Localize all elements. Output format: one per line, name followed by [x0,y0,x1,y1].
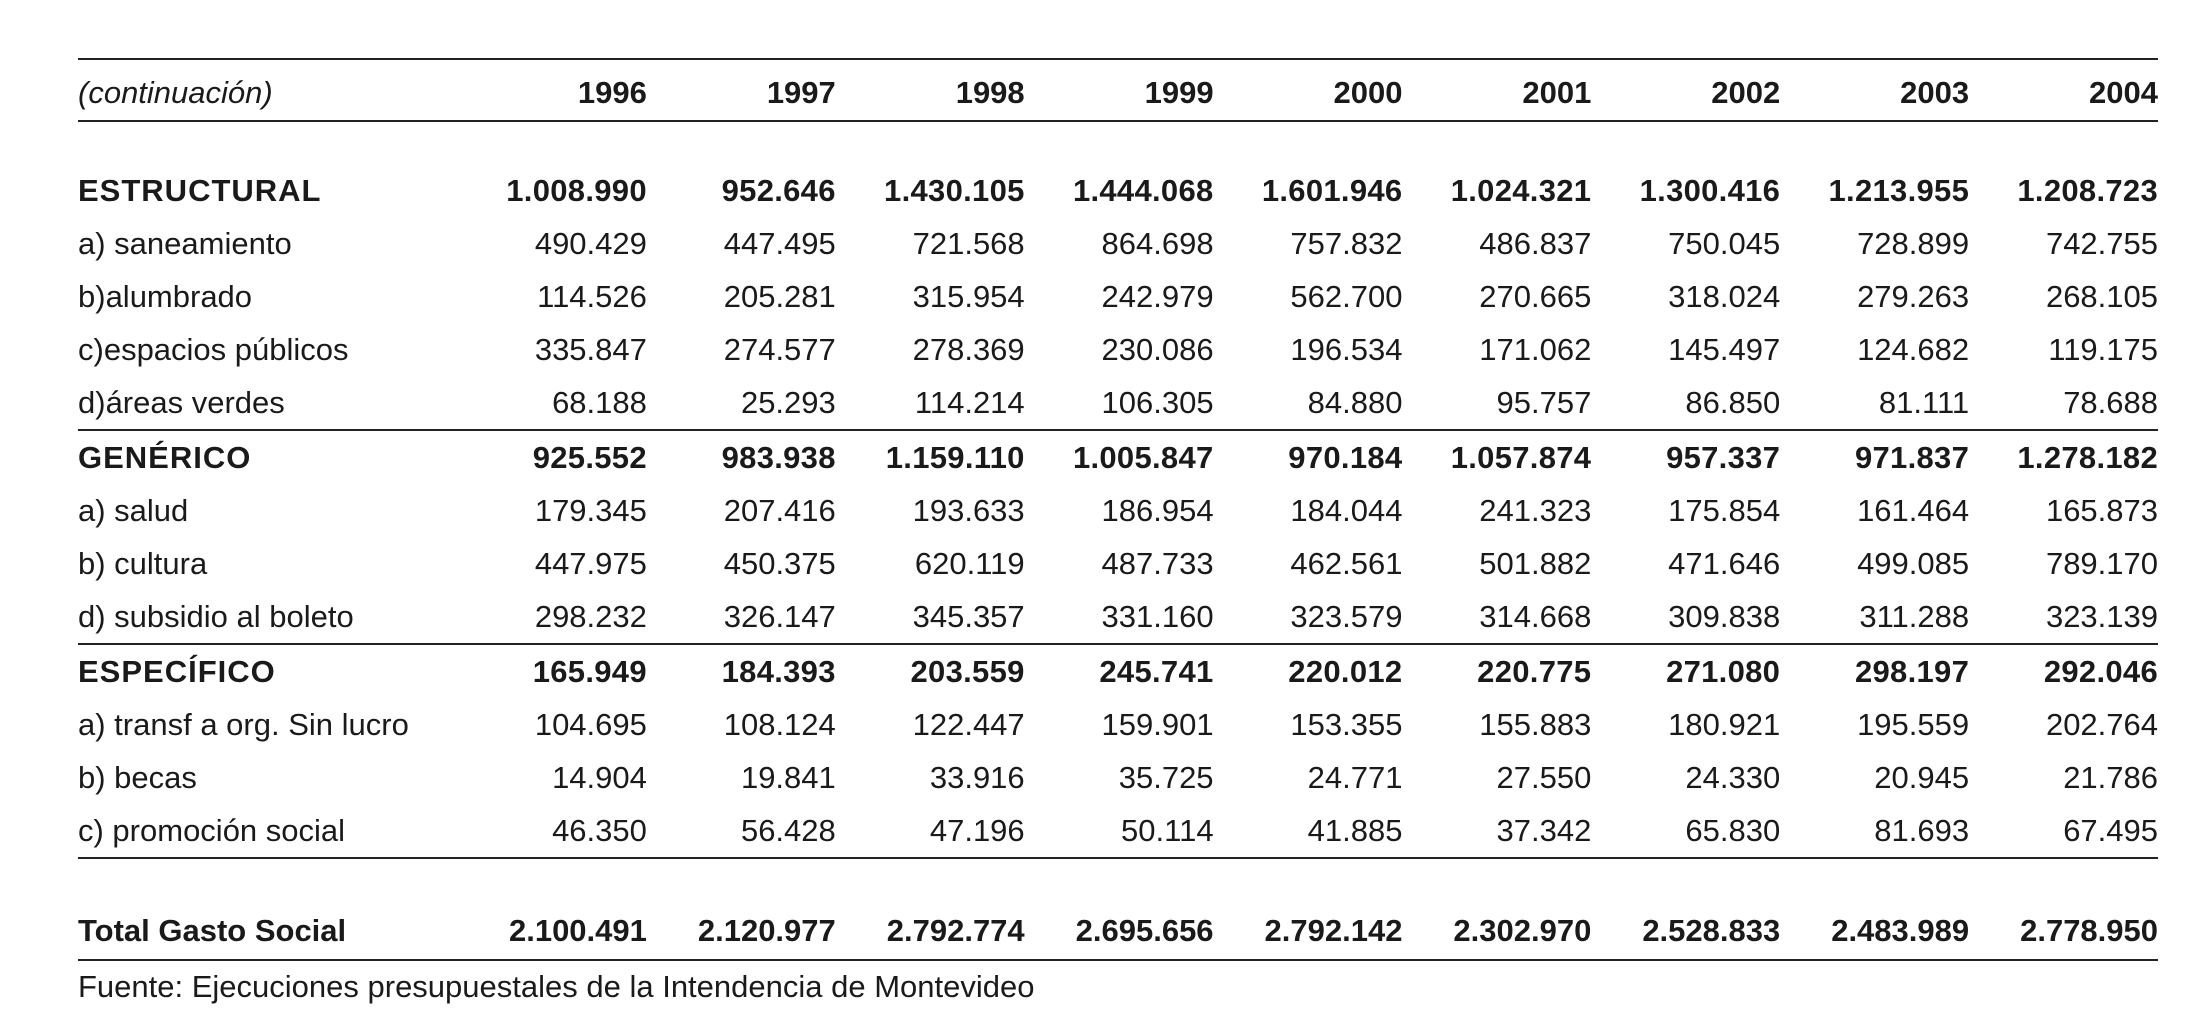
row-value: 486.837 [1479,226,1592,261]
table-row [78,217,2158,270]
row-value: 207.416 [723,493,836,528]
row-value: 196.534 [1290,332,1403,367]
row-value: 318.024 [1668,279,1781,314]
row-value: 155.883 [1479,707,1592,742]
source-note: Fuente: Ejecuciones presupuestales de la Intendencia de Montevideo [78,969,1035,1004]
row-value: 315.954 [912,279,1025,314]
table-row [78,484,2158,537]
header-continuation-label: (continuación) [78,59,458,121]
header-year: 2002 [1591,59,1780,121]
table-row [78,537,2158,590]
row-label: d) subsidio al boleto [78,590,458,644]
row-value: 268.105 [2045,279,2159,314]
row-value: 46.350 [458,804,647,858]
row-value: 562.700 [1290,279,1403,314]
total-value: 2.120.977 [647,901,836,960]
row-value: 159.901 [1101,707,1214,742]
row-value: 957.337 [1666,440,1781,475]
row-value: 245.741 [1099,654,1214,689]
row-value: 1.278.182 [2017,440,2159,475]
row-value: 970.184 [1288,440,1403,475]
row-value: 171.062 [1479,332,1592,367]
row-value: 1.213.955 [1828,173,1970,208]
row-value: 203.559 [910,654,1025,689]
row-value: 37.342 [1402,804,1591,858]
table-row [78,323,2158,376]
row-value: 56.428 [647,804,836,858]
total-value: 2.100.491 [458,901,647,960]
row-value: 65.830 [1591,804,1780,858]
row-value: 175.854 [1668,493,1781,528]
row-label: a) saneamiento [78,226,292,261]
row-value: 104.695 [534,707,647,742]
row-value: 450.375 [723,546,836,581]
row-value: 501.882 [1479,546,1592,581]
row-value: 309.838 [1591,590,1780,644]
row-value: 114.526 [537,279,647,314]
row-value: 21.786 [2063,760,2159,795]
row-label: c) promoción social [78,804,458,858]
total-value: 2.792.774 [836,901,1025,960]
row-value: 323.579 [1214,590,1403,644]
row-value: 153.355 [1290,707,1403,742]
social-spending-table-sheet [78,58,2158,1002]
row-value: 314.668 [1402,590,1591,644]
row-value: 205.281 [723,279,836,314]
header-year: 1996 [458,59,647,121]
row-value: 220.012 [1288,654,1403,689]
row-value: 27.550 [1496,760,1592,795]
total-label: Total Gasto Social [78,901,458,960]
row-value: 106.305 [1025,376,1214,430]
row-value: 278.369 [912,332,1025,367]
header-year: 1997 [647,59,836,121]
row-value: 1.005.847 [1072,440,1214,475]
total-value: 2.792.142 [1214,901,1403,960]
row-value: 271.080 [1666,654,1781,689]
row-value: 1.024.321 [1450,173,1592,208]
row-label: GENÉRICO [78,440,252,475]
row-value: 270.665 [1479,279,1592,314]
row-value: 20.945 [1874,760,1970,795]
row-label: ESTRUCTURAL [78,173,322,208]
row-value: 184.393 [721,654,836,689]
row-label: b) cultura [78,546,208,581]
table-row [78,804,2158,858]
row-value: 1.057.874 [1450,440,1592,475]
row-value: 487.733 [1101,546,1214,581]
row-value: 19.841 [740,760,836,795]
row-value: 331.160 [1025,590,1214,644]
row-value: 78.688 [1969,376,2158,430]
header-year: 1998 [836,59,1025,121]
row-value: 114.214 [836,376,1025,430]
row-value: 274.577 [723,332,836,367]
row-value: 1.430.105 [884,173,1025,208]
row-value: 108.124 [723,707,836,742]
row-value: 68.188 [458,376,647,430]
row-value: 1.008.990 [506,173,647,208]
row-value: 1.300.416 [1639,173,1781,208]
row-value: 84.880 [1214,376,1403,430]
row-value: 14.904 [552,760,647,795]
row-value: 33.916 [929,760,1025,795]
row-value: 757.832 [1290,226,1403,261]
row-value: 447.495 [723,226,836,261]
total-value: 2.778.950 [1969,901,2158,960]
row-value: 1.208.723 [2017,173,2159,208]
row-value: 119.175 [2048,332,2159,367]
row-value: 186.954 [1101,493,1214,528]
table-section-row [78,430,2158,484]
row-value: 292.046 [2043,654,2159,689]
row-value: 1.444.068 [1072,173,1214,208]
social-spending-table [78,58,2158,961]
row-value: 25.293 [647,376,836,430]
total-value: 2.695.656 [1025,901,1214,960]
row-value: 24.771 [1307,760,1403,795]
row-value: 81.693 [1780,804,1969,858]
row-value: 323.139 [1969,590,2158,644]
row-value: 220.775 [1477,654,1592,689]
header-year: 2004 [1969,59,2158,121]
table-row [78,590,2158,644]
row-value: 35.725 [1118,760,1214,795]
row-value: 311.288 [1780,590,1969,644]
row-value: 620.119 [914,546,1025,581]
table-row [78,376,2158,430]
total-row [78,901,2158,960]
row-value: 193.633 [912,493,1025,528]
row-value: 145.497 [1668,332,1781,367]
row-value: 447.975 [534,546,647,581]
row-value: 202.764 [2045,707,2159,742]
row-value: 345.357 [836,590,1025,644]
table-section-row [78,164,2158,217]
row-value: 241.323 [1479,493,1592,528]
row-value: 86.850 [1591,376,1780,430]
row-value: 165.949 [532,654,647,689]
row-label: a) salud [78,493,189,528]
row-value: 95.757 [1402,376,1591,430]
table-row [78,751,2158,804]
row-value: 122.447 [912,707,1025,742]
row-value: 335.847 [534,332,647,367]
row-value: 971.837 [1854,440,1970,475]
row-value: 925.552 [532,440,647,475]
row-value: 983.938 [721,440,836,475]
table-row [78,270,2158,323]
row-value: 165.873 [2045,493,2159,528]
row-value: 1.601.946 [1261,173,1403,208]
header-year: 1999 [1025,59,1214,121]
row-value: 471.646 [1668,546,1781,581]
header-year: 2000 [1214,59,1403,121]
row-value: 184.044 [1290,493,1403,528]
row-label: b)alumbrado [78,279,253,314]
table-section-row [78,644,2158,698]
row-value: 41.885 [1214,804,1403,858]
table-row [78,698,2158,751]
row-value: 499.085 [1857,546,1970,581]
row-value: 952.646 [721,173,836,208]
row-value: 50.114 [1025,804,1214,858]
row-value: 462.561 [1290,546,1403,581]
row-value: 47.196 [836,804,1025,858]
row-value: 326.147 [647,590,836,644]
row-value: 750.045 [1668,226,1781,261]
row-value: 67.495 [1969,804,2158,858]
total-value: 2.528.833 [1591,901,1780,960]
row-value: 195.559 [1857,707,1970,742]
row-value: 161.464 [1857,493,1970,528]
row-label: ESPECÍFICO [78,654,276,689]
row-value: 180.921 [1668,707,1781,742]
header-year: 2001 [1402,59,1591,121]
row-label: d)áreas verdes [78,376,458,430]
row-value: 24.330 [1685,760,1781,795]
row-value: 721.568 [912,226,1025,261]
row-value: 279.263 [1857,279,1970,314]
total-value: 2.483.989 [1780,901,1969,960]
row-value: 789.170 [2045,546,2159,581]
row-value: 81.111 [1780,376,1969,430]
row-value: 124.682 [1857,332,1970,367]
row-value: 298.197 [1854,654,1970,689]
table-header-row [78,59,2158,121]
total-value: 2.302.970 [1402,901,1591,960]
row-value: 728.899 [1857,226,1970,261]
row-value: 230.086 [1101,332,1214,367]
row-value: 490.429 [534,226,647,261]
row-value: 179.345 [534,493,647,528]
row-value: 742.755 [2045,226,2159,261]
header-year: 2003 [1780,59,1969,121]
row-value: 298.232 [458,590,647,644]
row-label: a) transf a org. Sin lucro [78,707,409,742]
row-value: 242.979 [1101,279,1214,314]
row-value: 1.159.110 [885,440,1025,475]
row-label: b) becas [78,760,197,795]
row-label: c)espacios públicos [78,332,349,367]
row-value: 864.698 [1101,226,1214,261]
